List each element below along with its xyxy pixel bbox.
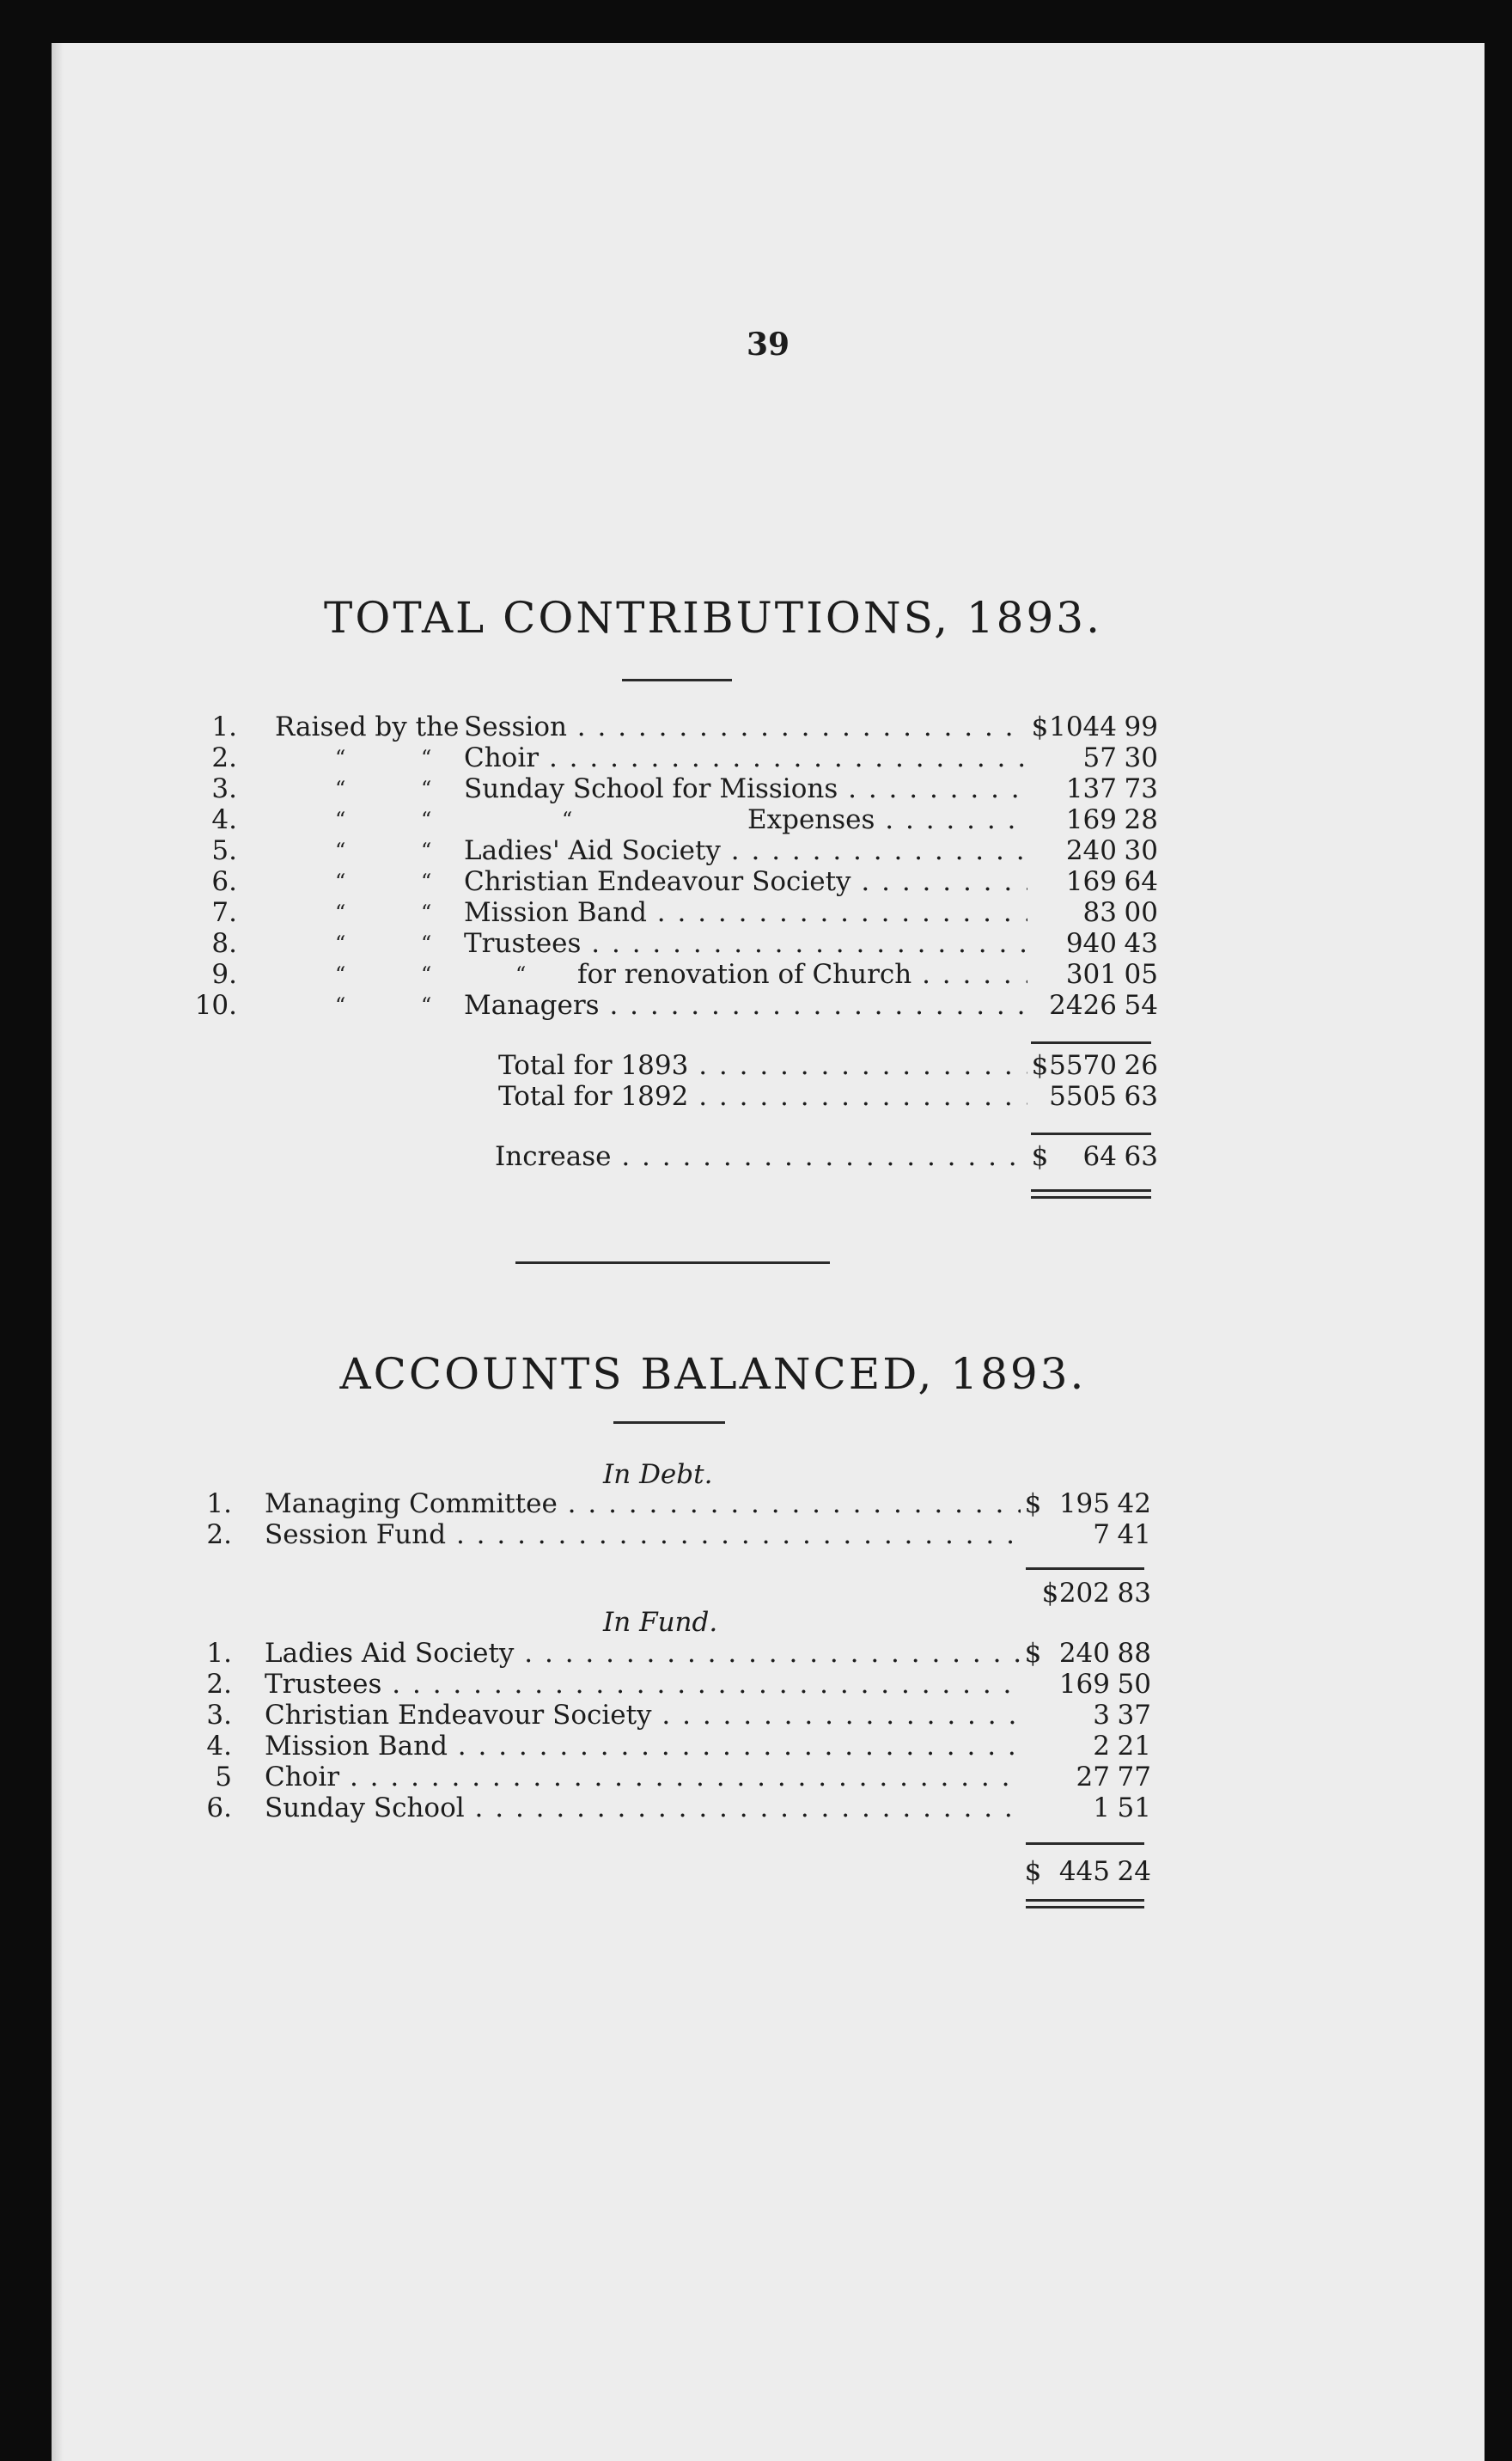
amount-dollars: 64	[1082, 1141, 1117, 1172]
amount-dollars: 169	[1065, 804, 1117, 835]
amount-cents: 21	[1117, 1731, 1151, 1762]
amount-cents: 51	[1117, 1792, 1151, 1823]
amount-dollars: 202	[1058, 1578, 1110, 1609]
item-label: Ladies Aid Society . . .	[265, 1638, 1021, 1669]
amount-dollars: 169	[1058, 1669, 1110, 1700]
amount-cents: 24	[1117, 1856, 1151, 1887]
amount-cents: 30	[1124, 835, 1158, 866]
ditto-mark: “	[335, 962, 346, 986]
amount-cents: 64	[1124, 866, 1158, 897]
amount-cents: 63	[1124, 1081, 1158, 1112]
amount-cents: 63	[1124, 1141, 1158, 1172]
fund-row	[52, 1792, 1485, 1823]
amount-cents: 83	[1117, 1578, 1151, 1609]
ditto-mark: “	[421, 870, 432, 894]
ditto-mark: “	[335, 839, 346, 863]
contribution-row	[52, 959, 1485, 990]
fund-row	[52, 1700, 1485, 1731]
item-label: Sunday School . . .	[265, 1792, 1021, 1823]
sum-rule	[1026, 1842, 1144, 1845]
double-rule-bottom	[1026, 1906, 1144, 1908]
item-label: Christian Endeavour Society . . .	[265, 1700, 1021, 1731]
amount-dollars: 2	[1093, 1731, 1110, 1762]
fund-row	[52, 1669, 1485, 1700]
ditto-mark: “	[421, 746, 432, 770]
amount-cents: 54	[1124, 990, 1158, 1021]
in-debt-heading: In Debt.	[603, 1459, 713, 1490]
ditto-mark: “	[335, 870, 346, 894]
currency-sign: $	[1024, 1856, 1042, 1887]
currency-sign: $	[1024, 1488, 1042, 1519]
page	[52, 43, 1485, 2461]
page-edge-shadow	[52, 43, 64, 2461]
item-label: Expenses . . .	[747, 804, 1027, 835]
currency-sign: $	[1031, 1050, 1049, 1081]
item-number: 2.	[206, 1669, 232, 1700]
double-rule-top	[1031, 1189, 1151, 1192]
amount-dollars: 445	[1058, 1856, 1110, 1887]
item-number: 1.	[206, 1638, 232, 1669]
sum-rule	[1026, 1567, 1144, 1570]
fund-row	[52, 1762, 1485, 1792]
amount-cents: 28	[1124, 804, 1158, 835]
ditto-mark: “	[421, 962, 432, 986]
total-row	[52, 1081, 1485, 1112]
item-label: Choir . . .	[265, 1762, 1021, 1792]
currency-sign: $	[1031, 711, 1049, 742]
ditto-mark: “	[335, 777, 346, 801]
amount-dollars: 83	[1082, 897, 1117, 928]
amount-cents: 41	[1117, 1519, 1151, 1550]
contribution-row	[52, 742, 1485, 773]
fund-row	[52, 1731, 1485, 1762]
item-number: 2.	[211, 742, 237, 773]
ditto-mark: “	[421, 931, 432, 956]
ditto-mark: “	[421, 808, 432, 832]
ditto-mark: “	[421, 993, 432, 1017]
item-label: Mission Band . . .	[265, 1731, 1021, 1762]
item-label: Ladies' Aid Society . . .	[464, 835, 1027, 866]
item-label: Managers . . .	[464, 990, 1027, 1021]
debt-total-row	[52, 1578, 1485, 1609]
item-label: Total for 1892 . . .	[498, 1081, 1027, 1112]
ditto-mark: “	[335, 901, 346, 925]
item-label: Session . . .	[464, 711, 1027, 742]
item-label: Increase . . .	[495, 1141, 1027, 1172]
amount-cents: 42	[1117, 1488, 1151, 1519]
accounts-title: ACCOUNTS BALANCED, 1893.	[339, 1349, 1087, 1399]
amount-cents: 26	[1124, 1050, 1158, 1081]
contribution-row	[52, 804, 1485, 835]
item-number: 8.	[211, 928, 237, 959]
item-label: Total for 1893 . . .	[498, 1050, 1027, 1081]
ditto-mark: “	[562, 808, 573, 832]
item-number: 5	[215, 1762, 232, 1792]
sum-rule	[1031, 1041, 1151, 1044]
amount-dollars: 137	[1065, 773, 1117, 804]
amount-dollars: 1	[1093, 1792, 1110, 1823]
amount-cents: 37	[1117, 1700, 1151, 1731]
amount-cents: 50	[1117, 1669, 1151, 1700]
in-fund-heading: In Fund.	[603, 1607, 718, 1638]
debt-row	[52, 1488, 1485, 1519]
amount-dollars: 2426	[1049, 990, 1117, 1021]
item-number: 2.	[206, 1519, 232, 1550]
amount-cents: 05	[1124, 959, 1158, 990]
fund-row	[52, 1638, 1485, 1669]
ditto-mark: “	[335, 746, 346, 770]
increase-row	[52, 1141, 1485, 1172]
item-number: 4.	[206, 1731, 232, 1762]
item-label: Mission Band . . .	[464, 897, 1027, 928]
amount-cents: 88	[1117, 1638, 1151, 1669]
ditto-mark: “	[421, 901, 432, 925]
ditto-mark: “	[421, 777, 432, 801]
section-divider	[515, 1261, 830, 1264]
item-number: 7.	[211, 897, 237, 928]
title-rule	[622, 679, 732, 681]
item-label: Choir . . .	[464, 742, 1027, 773]
item-number: 1.	[206, 1488, 232, 1519]
amount-dollars: 5505	[1049, 1081, 1117, 1112]
fund-total-row	[52, 1856, 1485, 1887]
item-number: 9.	[211, 959, 237, 990]
row-prefix: Raised by the	[275, 711, 460, 742]
item-label: for renovation of Church . . .	[577, 959, 1027, 990]
contributions-title: TOTAL CONTRIBUTIONS, 1893.	[323, 593, 1103, 643]
item-label: Sunday School for Missions . . .	[464, 773, 1027, 804]
amount-cents: 43	[1124, 928, 1158, 959]
amount-dollars: 1044	[1049, 711, 1117, 742]
currency-sign: $	[1041, 1578, 1059, 1609]
amount-dollars: 3	[1093, 1700, 1110, 1731]
amount-dollars: 940	[1065, 928, 1117, 959]
amount-dollars: 301	[1065, 959, 1117, 990]
ditto-mark: “	[335, 993, 346, 1017]
item-number: 1.	[211, 711, 237, 742]
amount-dollars: 195	[1058, 1488, 1110, 1519]
amount-dollars: 7	[1093, 1519, 1110, 1550]
ditto-mark: “	[515, 962, 527, 986]
page-number: 39	[746, 327, 790, 363]
sum-rule	[1031, 1133, 1151, 1135]
item-label: Trustees . . .	[464, 928, 1027, 959]
amount-dollars: 57	[1082, 742, 1117, 773]
contribution-row	[52, 897, 1485, 928]
item-number: 10.	[194, 990, 237, 1021]
item-number: 5.	[211, 835, 237, 866]
contribution-row	[52, 835, 1485, 866]
debt-row	[52, 1519, 1485, 1550]
amount-dollars: 169	[1065, 866, 1117, 897]
amount-dollars: 240	[1058, 1638, 1110, 1669]
amount-cents: 99	[1124, 711, 1158, 742]
amount-cents: 00	[1124, 897, 1158, 928]
item-number: 6.	[206, 1792, 232, 1823]
item-label: Session Fund . . .	[265, 1519, 1021, 1550]
amount-cents: 30	[1124, 742, 1158, 773]
ditto-mark: “	[335, 808, 346, 832]
amount-dollars: 27	[1076, 1762, 1110, 1792]
item-number: 4.	[211, 804, 237, 835]
amount-dollars: 240	[1065, 835, 1117, 866]
contribution-row	[52, 990, 1485, 1021]
amount-cents: 77	[1117, 1762, 1151, 1792]
ditto-mark: “	[421, 839, 432, 863]
currency-sign: $	[1031, 1141, 1049, 1172]
amount-cents: 73	[1124, 773, 1158, 804]
double-rule-top	[1026, 1899, 1144, 1902]
contribution-row	[52, 773, 1485, 804]
ditto-mark: “	[335, 931, 346, 956]
contribution-row	[52, 711, 1485, 742]
item-number: 6.	[211, 866, 237, 897]
item-label: Trustees . . .	[265, 1669, 1021, 1700]
double-rule-bottom	[1031, 1196, 1151, 1199]
contribution-row	[52, 928, 1485, 959]
title-rule	[613, 1421, 725, 1424]
contribution-row	[52, 866, 1485, 897]
item-label: Managing Committee . . .	[265, 1488, 1021, 1519]
amount-dollars: 5570	[1049, 1050, 1117, 1081]
item-number: 3.	[206, 1700, 232, 1731]
item-number: 3.	[211, 773, 237, 804]
currency-sign: $	[1024, 1638, 1042, 1669]
item-label: Christian Endeavour Society . . .	[464, 866, 1027, 897]
total-row	[52, 1050, 1485, 1081]
